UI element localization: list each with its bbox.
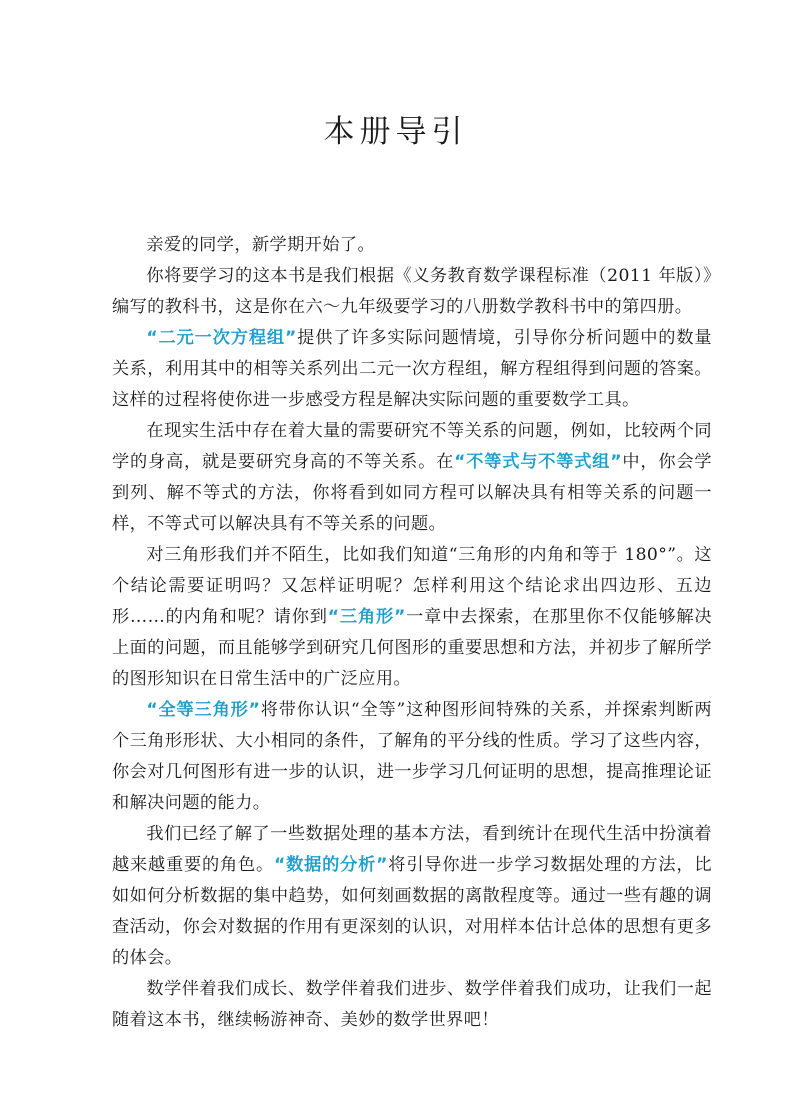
paragraph-text: 一章中去探索，在那里你不仅能够解决上面的问题，而且能够学到研究几何图形的重要思想和方法，并初步了解所学的图形知识在日常生活中的广泛应用。: [112, 607, 712, 689]
paragraph: [112, 416, 712, 540]
paragraph: [112, 230, 712, 261]
paragraph: [112, 974, 712, 1036]
paragraph-text: 对三角形我们并不陌生，比如我们知道“三角形的内角和等于 180°”。这个结论需要证明吗？又怎样证明呢？怎样利用这个结论求出四边形、五边形……的内角和呢？请你到: [112, 545, 712, 627]
paragraph-text: 数学伴着我们成长、数学伴着我们进步、数学伴着我们成功，让我们一起随着这本书，继续畅游神奇、美妙的数学世界吧！: [112, 979, 712, 1030]
paragraph-text: 将引导你进一步学习数据处理的方法，比如如何分析数据的集中趋势，如何刻画数据的离散程度等。通过一些有趣的调查活动，你会对数据的作用有更深刻的认识，对用样本估计总体的思想有更多的体会。: [112, 855, 712, 968]
body-text: [112, 230, 712, 1036]
paragraph-text: 我们已经了解了一些数据处理的基本方法，看到统计在现代生活中扮演着越来越重要的角色。: [112, 824, 712, 875]
paragraph-text: 将带你认识“全等”这种图形间特殊的关系，并探索判断两个三角形形状、大小相同的条件，了解角的平分线的性质。学习了这些内容，你会对几何图形有进一步的认识，进一步学习几何证明的思想，提高推理论证和解决问题的能力。: [112, 700, 712, 813]
paragraph: [112, 261, 712, 323]
paragraph: [112, 695, 712, 819]
paragraph-text: 提供了许多实际问题情境，引导你分析问题中的数量关系，利用其中的相等关系列出二元一次方程组，解方程组得到问题的答案。这样的过程将使你进一步感受方程是解决实际问题的重要数学工具。: [112, 328, 713, 410]
chapter-highlight: “三角形”: [327, 607, 406, 627]
paragraph-text: 你将要学习的这本书是我们根据《义务教育数学课程标准（2011 年版）》编写的教科书，这是你在六～九年级要学习的八册数学教科书中的第四册。: [112, 266, 712, 317]
page-title: 本册导引: [323, 114, 468, 150]
paragraph: [112, 323, 712, 416]
paragraph-text: 中，你会学到列、解不等式的方法，你将看到如同方程可以解决具有相等关系的问题一样，不等式可以解决具有不等关系的问题。: [112, 452, 712, 534]
chapter-highlight: “数据的分析”: [274, 855, 388, 875]
paragraph: [112, 819, 712, 974]
chapter-highlight: “二元一次方程组”: [146, 328, 297, 348]
chapter-highlight: “全等三角形”: [146, 700, 261, 720]
paragraph: [112, 540, 712, 695]
paragraph-text: 在现实生活中存在着大量的需要研究不等关系的问题，例如，比较两个同学的身高，就是要研究身高的不等关系。在: [112, 421, 712, 472]
chapter-highlight: “不等式与不等式组”: [454, 452, 622, 472]
paragraph-text: 亲爱的同学，新学期开始了。: [146, 235, 376, 255]
